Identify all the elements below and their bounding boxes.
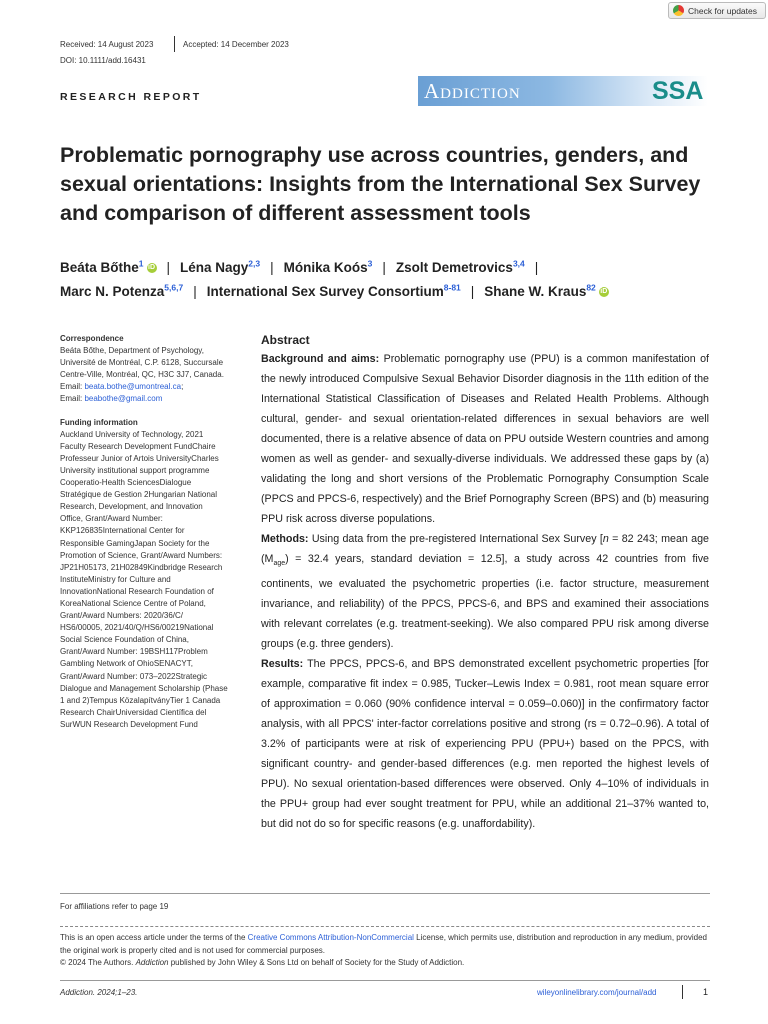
- affiliations-note: For affiliations refer to page 19: [60, 902, 169, 911]
- correspondence-line: Centre-Ville, Montréal, QC, H3C 3J7, Canada.: [60, 370, 224, 380]
- email-line: Email: beata.bothe@umontreal.ca;: [60, 382, 184, 392]
- correspondence-line: Université de Montréal, C.P. 6128, Succursale: [60, 358, 224, 368]
- footer-journal-link[interactable]: wileyonlinelibrary.com/journal/add: [537, 988, 657, 997]
- sidebar: [60, 333, 245, 731]
- funding-line: SurWUN Research Development Fund: [60, 719, 198, 729]
- author[interactable]: Zsolt Demetrovics$^{3,4}$: [395, 258, 525, 275]
- author[interactable]: International Sex Survey Consortium$^{8-81}$: [206, 282, 461, 299]
- funding-line: Office, Grant/Award Number:: [60, 514, 163, 524]
- crossmark-icon: [673, 5, 684, 16]
- author[interactable]: Léna Nagy$^{2,3}$: [180, 258, 261, 275]
- abstract-heading: Abstract: [261, 333, 310, 347]
- authors-line-1: Beáta Bőthe$^1$ iD | Léna Nagy$^{2,3}$ | Mónika Koós$^3$ | Zsolt Demetrovics$^{3,4}$ |: [60, 258, 539, 275]
- funding-line: Stratégique de Gestion 2Hungarian National: [60, 490, 217, 500]
- abstract-methods: Methods: Using data from the pre-registered International Sex Survey [n = 82 243; mean age $(M_{age}) = 32.4$ years, standard deviation = 12.5], a study across 42 countries from five continents, we evaluated the psychometric properties (i.e. factor structure, measurement invariance, and reliability) of the PPCS, PPCS-6, and BPS and examined their associations with relevant correlates (e.g. treatment-seeking). We also compared PPU risk among diverse groups (e.g. three genders).: [261, 533, 709, 651]
- report-type: RESEARCH REPORT: [60, 91, 202, 103]
- funding-text: [60, 429, 245, 731]
- funding-line: University institutional support programme: [60, 465, 210, 475]
- funding-line: Research, Development, and Innovation: [60, 502, 203, 512]
- funding-line: Promotion of Science, Grant/Award Numbers:: [60, 550, 223, 560]
- funding-line: Dialogue and Management Scholarship (Phase: [60, 683, 228, 693]
- funding-line: Grant/Award Numbers: 2020/36/C/: [60, 611, 184, 621]
- license-text: This is an open access article under the terms of the Creative Commons Attribution-NonCommercial License, which permits use, distribution and reproduction in any medium, provided the original work is properly cited and is not used for commercial purposes. © 2024 The Authors. Addiction published by John Wiley & Sons Ltd on behalf of Society for the Study of Addiction.: [60, 933, 707, 967]
- author[interactable]: Mónika Koós$^3$: [283, 258, 373, 275]
- funding-line: JP21H05173, 21H02849Kindbridge Research: [60, 562, 223, 572]
- funding-line: Responsible GamingJapan Society for the: [60, 538, 210, 548]
- ssa-logo: SSA: [652, 77, 704, 105]
- funding-line: InnovationNational Research Foundation of: [60, 586, 214, 596]
- doi[interactable]: DOI: 10.1111/add.16431: [60, 56, 146, 65]
- check-for-updates-button[interactable]: [668, 2, 766, 19]
- page-number: 1: [703, 987, 709, 997]
- footer-divider: [682, 985, 683, 999]
- funding-line: HS6/00005, 2021/40/Q/HS6/00219National: [60, 623, 214, 633]
- funding-line: Grant/Award Number: 073–2022Strategic: [60, 671, 208, 681]
- author[interactable]: Marc N. Potenza$^{5,6,7}$: [60, 282, 184, 299]
- orcid-icon[interactable]: iD: [148, 263, 155, 271]
- funding-line: KoreaNational Science Centre of Poland,: [60, 598, 206, 608]
- journal-name: Addiction: [424, 79, 521, 103]
- date-divider: [174, 36, 175, 52]
- author[interactable]: Beáta Bőthe$^1$ iD: [60, 258, 155, 275]
- funding-line: 1 and 2)Tempus KözalapítványTier 1 Canada: [60, 695, 221, 705]
- email-line: Email: beabothe@gmail.com: [60, 394, 163, 404]
- check-for-updates-label: Check for updates: [688, 5, 757, 16]
- license-link[interactable]: Creative Commons Attribution-NonCommercial: [247, 933, 414, 942]
- correspondence-heading: Correspondence: [60, 334, 124, 343]
- abstract-background: Background and aims: Problematic pornography use (PPU) is a common manifestation of the newly introduced Compulsive Sexual Behavior Disorder diagnosis in the 11th edition of the International Statistical Classification of Diseases and Related Health Problems. Although cultural, gender- and sexual orientation-related differences in sexual behaviors are well documented, there is a relative absence of data on PPU outside Western countries and among women as well as gender- and sexually-diverse individuals. We addressed these gaps by (a) validating the long and short versions of the Problematic Pornography Consumption Scale (PPCS and PPCS-6, respectively) and the Brief Pornography Screen (BPS) and (b) measuring PPU risk across diverse populations.: [261, 353, 709, 525]
- footer-citation: Addiction. 2024;1–23.: [60, 988, 138, 997]
- funding-line: Faculty Research Development FundChaire: [60, 441, 216, 451]
- divider: [60, 980, 710, 981]
- funding-line: Grant/Award Number: 19BSH117Problem: [60, 647, 208, 657]
- funding-line: Cooperatio-Health SciencesDialogue: [60, 478, 192, 488]
- funding-line: Social Science Foundation of China,: [60, 635, 189, 645]
- funding-heading: Funding information: [60, 417, 138, 427]
- funding-line: Research ChairUniversidad Científica del: [60, 707, 207, 717]
- abstract-results: Results: The PPCS, PPCS-6, and BPS demonstrated excellent psychometric properties [for example, comparative fit index = 0.985, Tucker–Lewis Index = 0.981, root mean square error of approximation = 0.060 (90% confidence interval = 0.059–0.060)] in the confirmatory factor analysis, with all PPCS' inter-factor correlations positive and strong (rs = 0.72–0.96). A total of 3.2% of participants were at risk of experiencing PPU (PPU+) based on the PPCS, with significant country- and gender-based differences (e.g. men reported the highest levels of PPU). No sexual orientation-based differences were observed. Only 4–10% of individuals in the PPU+ group had ever sought treatment for PPU, while an additional 21–37% wanted to, but did not do so for specific reasons (e.g. unaffordability).: [261, 658, 709, 831]
- correspondence-line: Beáta Bőthe, Department of Psychology,: [60, 346, 204, 356]
- funding-line: InstituteMinistry for Culture and: [60, 574, 171, 584]
- funding-line: Gambling Network of OhioSENACYT,: [60, 659, 193, 669]
- funding-line: Auckland University of Technology, 2021: [60, 429, 204, 439]
- divider: [60, 893, 710, 894]
- abstract: [261, 331, 709, 834]
- authors-line-2: Marc N. Potenza$^{5,6,7}$ | International Sex Survey Consortium$^{8-81}$ | Shane W. Kraus$^{82}$ iD: [60, 282, 608, 299]
- email-link[interactable]: beata.bothe@umontreal.ca: [84, 382, 182, 392]
- funding-line: KKP126835International Center for: [60, 526, 185, 536]
- author[interactable]: Shane W. Kraus$^{82}$ iD: [484, 282, 608, 299]
- article-title: Problematic pornography use across countries, genders, and sexual orientations: Insights from the International Sex Survey and comparison of different assessment tools: [60, 143, 701, 225]
- orcid-icon[interactable]: iD: [600, 287, 608, 295]
- email-link[interactable]: beabothe@gmail.com: [84, 394, 163, 404]
- divider: [60, 926, 710, 927]
- accepted-date: Accepted: 14 December 2023: [183, 40, 289, 49]
- funding-line: Professeur Junior of Artois UniversityCharles: [60, 453, 219, 463]
- received-date: Received: 14 August 2023: [60, 40, 154, 49]
